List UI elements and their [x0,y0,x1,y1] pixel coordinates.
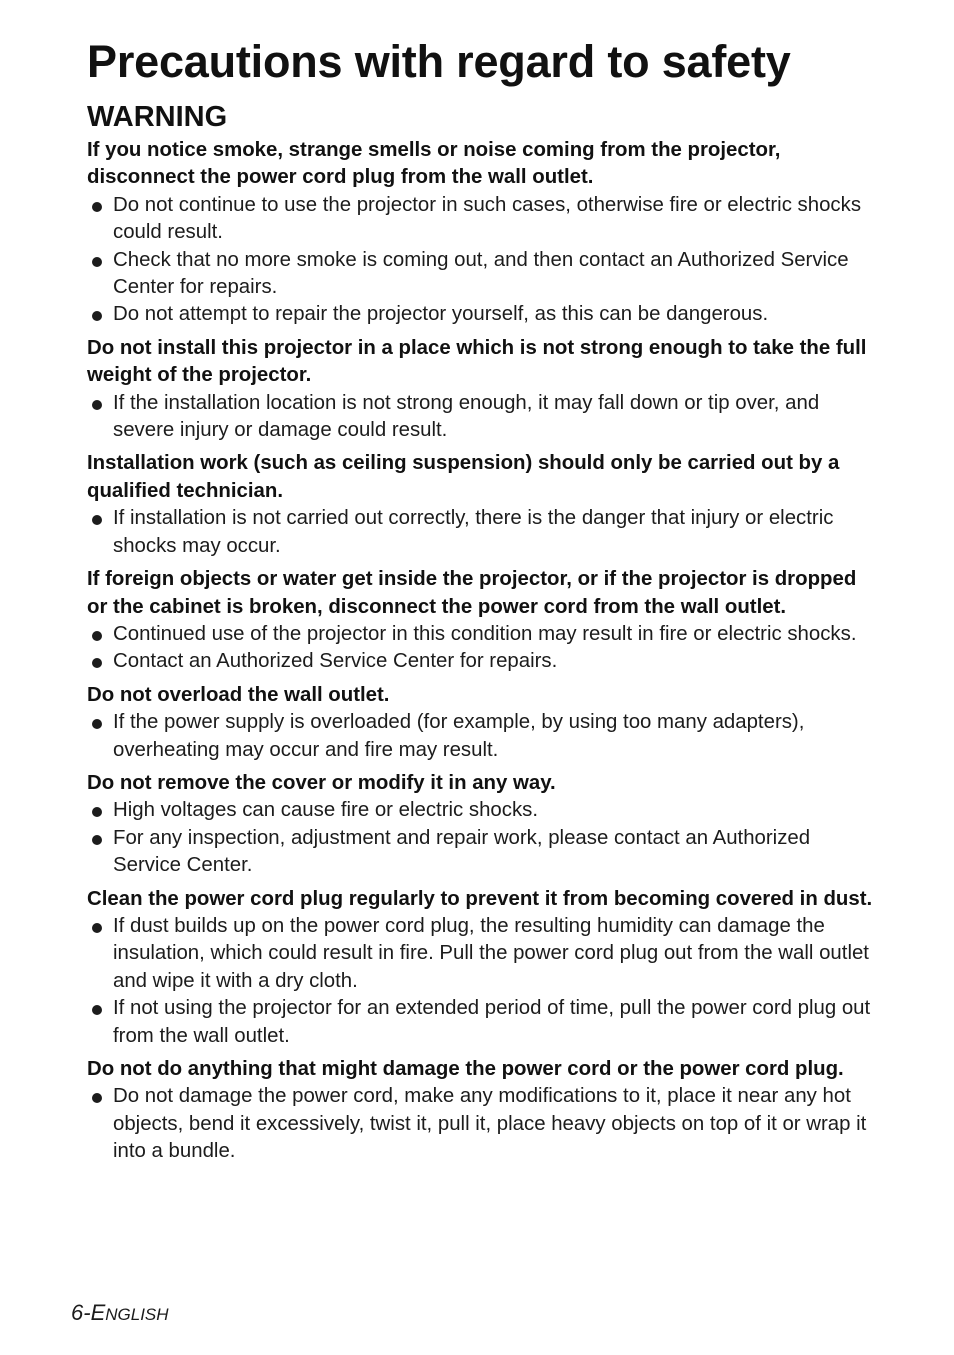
bullet-list [87,797,877,879]
warning-section [87,886,877,1050]
bullet-text: If not using the projector for an extended period of time, pull the power cord plug out from the wall outlet. [113,997,871,1047]
warning-section [87,1056,877,1166]
bullet-dot-icon [92,923,102,933]
warning-section [87,137,877,329]
bullet-item [87,505,877,560]
bullet-list [87,709,877,764]
language-initial: E [90,1300,106,1325]
bullet-dot-icon [92,1005,102,1015]
bullet-item [87,825,877,880]
bullet-dot-icon [92,400,102,410]
warning-heading: WARNING [87,101,228,133]
page-content [87,36,877,1166]
bullet-text: Do not continue to use the projector in such cases, otherwise fire or electric shocks could result. [113,193,862,244]
warning-section [87,770,877,880]
section-heading: If foreign objects or water get inside the projector, or if the projector is dropped or the cabinet is broken, disconnect the power cord from the wall outlet. [87,568,857,618]
warning-sections [87,137,877,1166]
section-heading: If you notice smoke, strange smells or noise coming from the projector, disconnect the power cord plug from the wall outlet. [87,139,781,189]
bullet-item [87,913,877,995]
bullet-dot-icon [92,631,102,641]
bullet-dot-icon [92,835,102,845]
section-heading: Do not remove the cover or modify it in any way. [87,771,556,794]
bullet-list [87,1083,877,1165]
bullet-item [87,390,877,445]
bullet-dot-icon [92,807,102,817]
bullet-list [87,913,877,1050]
bullet-dot-icon [92,515,102,525]
bullet-dot-icon [92,202,102,212]
bullet-text: High voltages can cause fire or electric shocks. [113,799,538,822]
section-heading: Do not do anything that might damage the power cord or the power cord plug. [87,1058,844,1080]
bullet-text: Contact an Authorized Service Center for repairs. [113,650,558,673]
bullet-item [87,648,877,675]
bullet-text: If the installation location is not strong enough, it may fall down or tip over, and severe injury or damage could result. [113,391,820,442]
bullet-text: For any inspection, adjustment and repair work, please contact an Authorized Service Center. [113,826,811,877]
page-title: Precautions with regard to safety [87,36,791,87]
warning-section [87,566,877,676]
bullet-dot-icon [92,1093,102,1103]
bullet-text: Continued use of the projector in this condition may result in fire or electric shocks. [113,622,857,645]
page-number: 6- [71,1300,91,1325]
bullet-dot-icon [92,719,102,729]
section-heading: Clean the power cord plug regularly to prevent it from becoming covered in dust. [87,887,873,910]
bullet-item [87,1083,877,1165]
bullet-item [87,995,877,1050]
bullet-text: Do not attempt to repair the projector yourself, as this can be dangerous. [113,303,769,326]
section-heading: Do not install this projector in a place which is not strong enough to take the full weight of the projector. [87,336,867,387]
warning-section [87,682,877,764]
bullet-text: If dust builds up on the power cord plug, the resulting humidity can damage the insulation, which could result in fire. Pull the power cord plug out from the wall outlet and wipe it with a dry cloth. [113,914,869,992]
section-heading: Do not overload the wall outlet. [87,683,390,706]
language-rest: NGLISH [105,1305,169,1324]
bullet-text: Check that no more smoke is coming out, and then contact an Authorized Service Center for repairs. [113,248,849,299]
bullet-text: Do not damage the power cord, make any modifications to it, place it near any hot objects, bend it excessively, twist it, pull it, place heavy objects on top of it or wrap it into a bundle. [113,1085,867,1163]
bullet-item [87,621,877,648]
page-footer [71,1300,169,1328]
bullet-list [87,505,877,560]
bullet-dot-icon [92,311,102,321]
bullet-list [87,390,877,445]
bullet-list [87,621,877,676]
bullet-item [87,797,877,824]
bullet-text: If the power supply is overloaded (for example, by using too many adapters), overheating may occur and fire may result. [113,711,805,761]
bullet-item [87,192,877,247]
warning-section [87,335,877,445]
bullet-dot-icon [92,257,102,267]
warning-section [87,450,877,560]
bullet-item [87,301,877,328]
bullet-text: If installation is not carried out correctly, there is the danger that injury or electric shocks may occur. [113,507,834,557]
bullet-dot-icon [92,658,102,668]
bullet-list [87,192,877,329]
bullet-item [87,247,877,302]
section-heading: Installation work (such as ceiling suspension) should only be carried out by a qualified technician. [87,452,840,502]
bullet-item [87,709,877,764]
